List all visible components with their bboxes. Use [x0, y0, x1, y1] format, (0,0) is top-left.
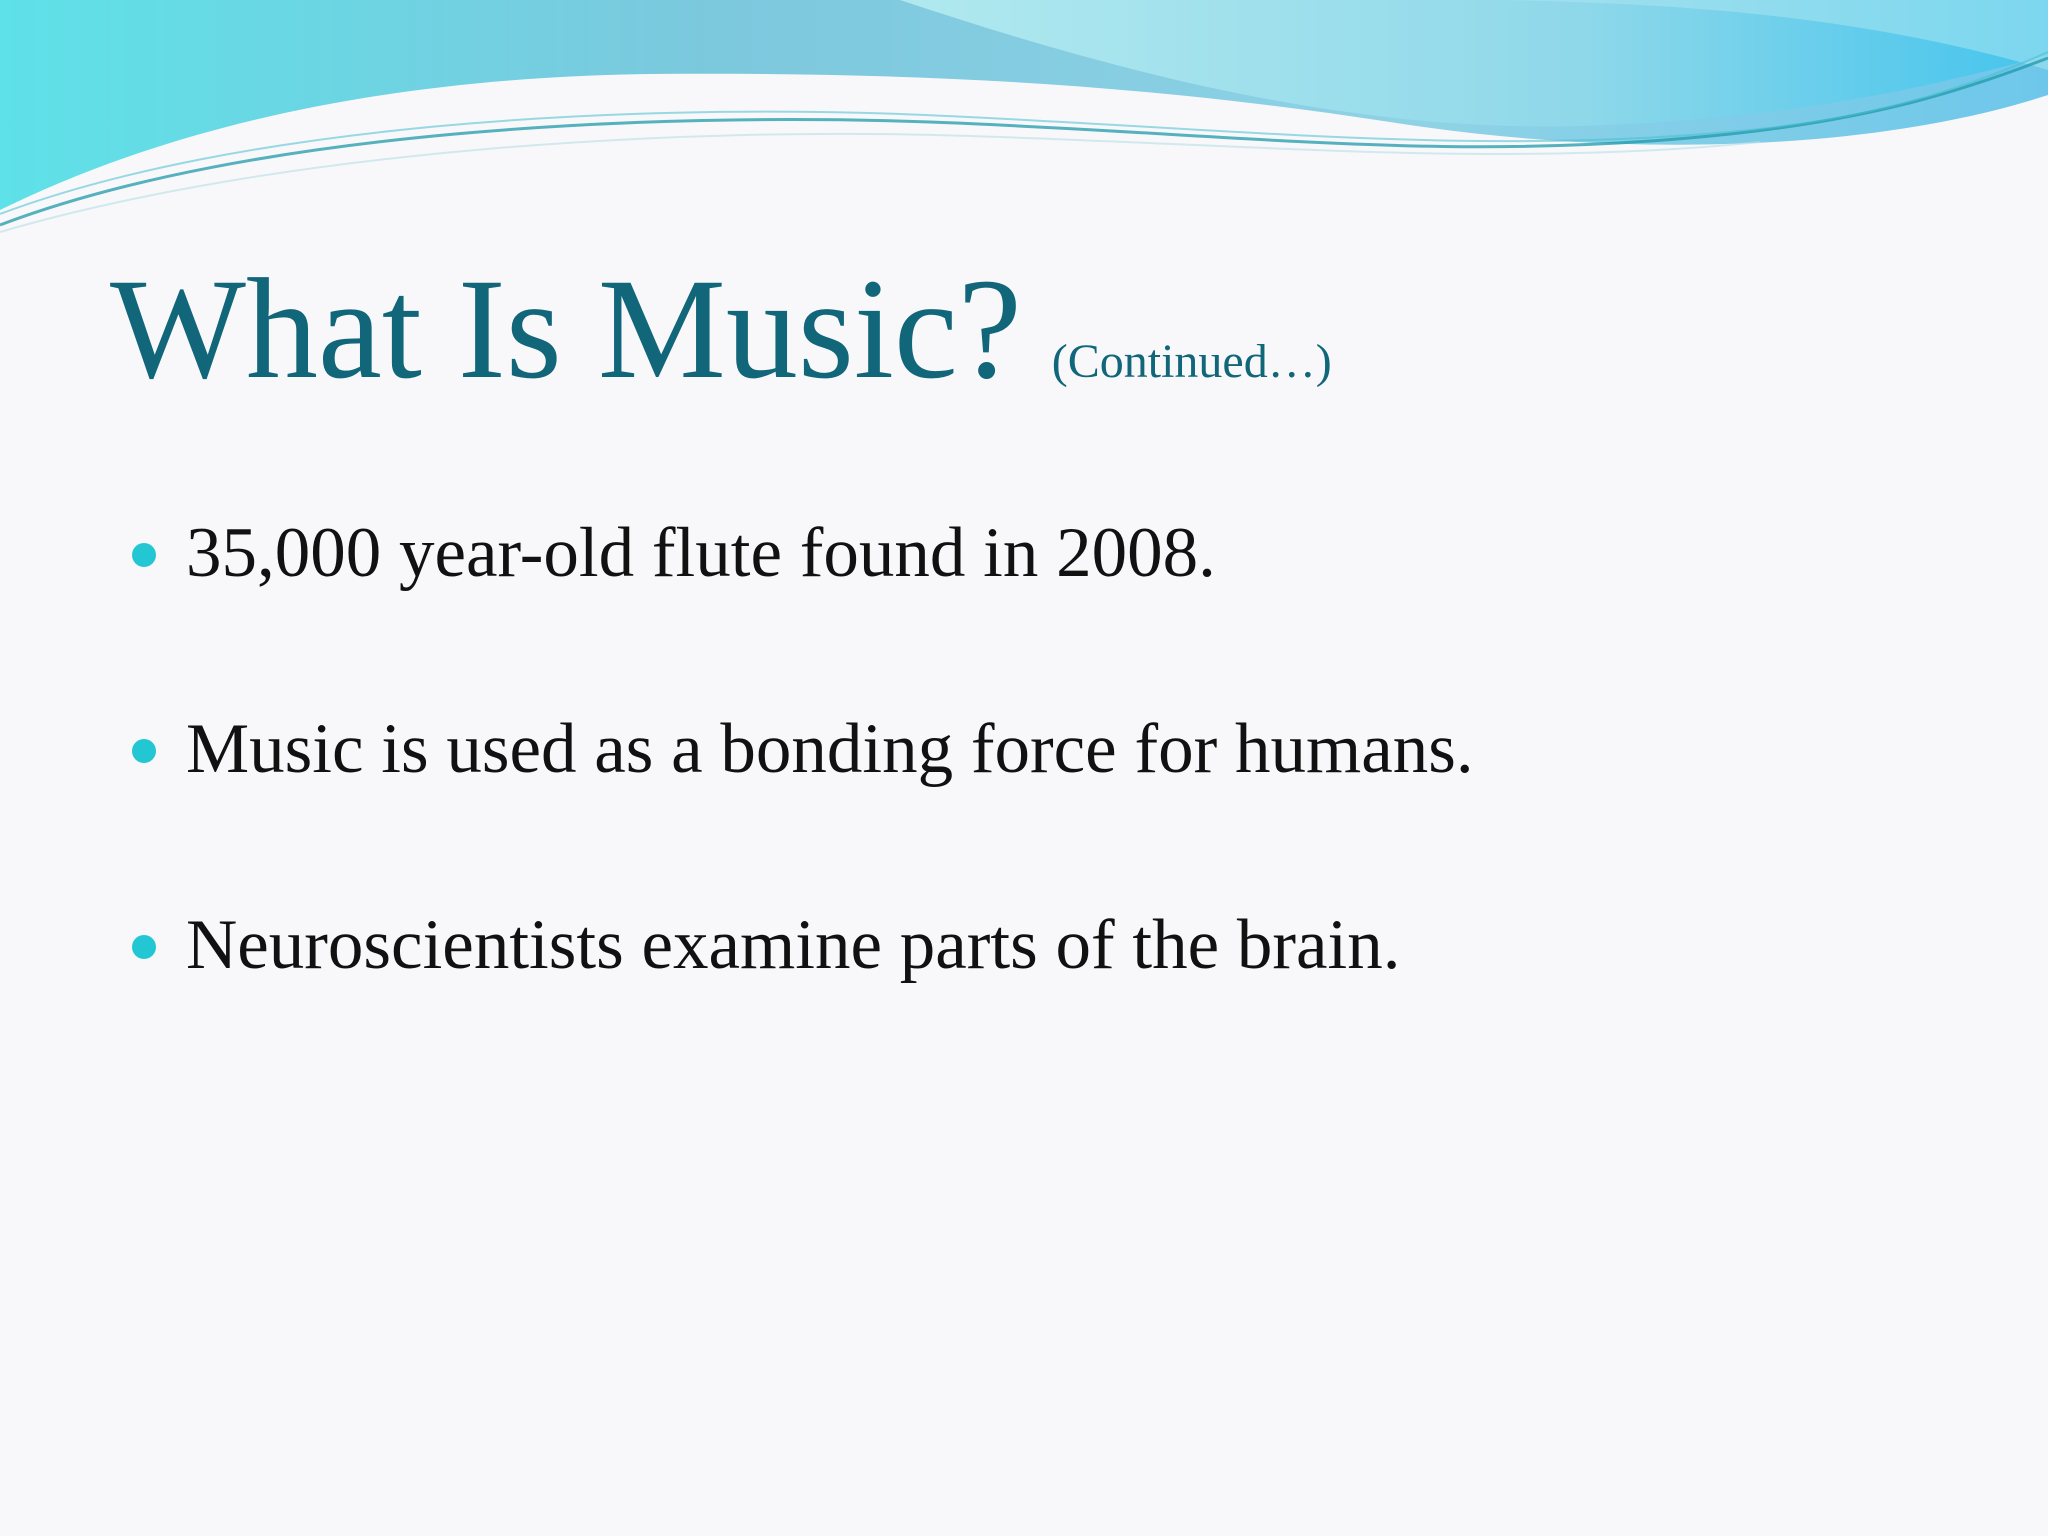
bullet-dot-icon [132, 935, 156, 959]
bullet-dot-icon [132, 739, 156, 763]
bullet-text: Neuroscientists examine parts of the brain. [186, 906, 1401, 984]
bullet-dot-icon [132, 543, 156, 567]
bullet-item [130, 508, 1474, 704]
bullet-list [130, 508, 1474, 1096]
bullet-text: Music is used as a bonding force for humans. [186, 710, 1474, 788]
bullet-item [130, 900, 1474, 1096]
decorative-wave-header [0, 0, 2048, 240]
slide-title-row [110, 250, 1332, 409]
bullet-text: 35,000 year-old flute found in 2008. [186, 514, 1216, 592]
slide-title-suffix: (Continued…) [1051, 335, 1332, 388]
slide-title: What Is Music? [110, 250, 1022, 409]
bullet-item [130, 704, 1474, 900]
